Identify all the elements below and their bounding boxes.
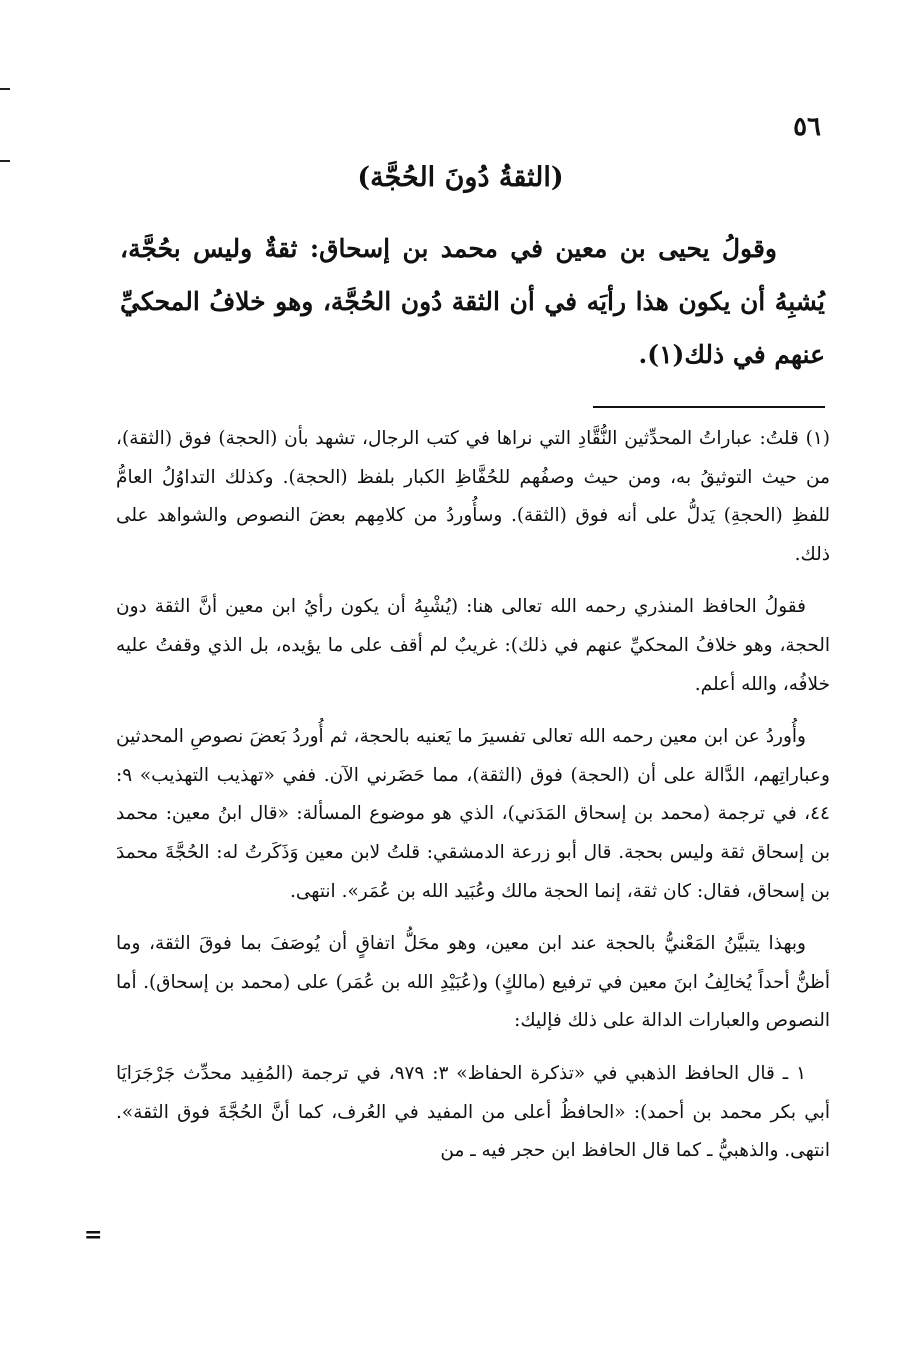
footnote-divider	[593, 406, 825, 408]
footnote-paragraph: وأُوردُ عن ابن معين رحمه الله تعالى تفسيرَ ما يَعنيه بالحجة، ثم أُوردُ بَعضَ نصوصِ المحدثين وعباراتِهم، الدَّالة على أن (الحجة) فوق (الثقة)، مما حَضَرني الآن. ففي «تهذيب التهذيب» ٩: ٤٤، في ترجمة (محمد بن إسحاق المَدَني)، الذي هو موضوع المسألة: «قال ابنُ معين: محمد بن إسحاق ثقة وليس بحجة. قال أبو زرعة الدمشقي: قلتُ لابن معين وَذَكَرتُ له: الحُجَّةَ محمدَ بن إسحاق، فقال: كان ثقة، إنما الحجة مالك وعُبَيد الله بن عُمَر». انتهى.	[116, 726, 830, 902]
scan-edge-mark	[0, 88, 10, 90]
footnote-paragraph: (١) قلتُ: عباراتُ المحدِّثين النُّقَّادِ التي نراها في كتب الرجال، تشهد بأن (الحجة) فوق (الثقة)، من حيث التوثيقُ به، ومن حيث وصفُهم للحُفَّاظِ الكبار بلفظ (الحجة). وكذلك التداوُلُ العامُّ للفظِ (الحجةِ) يَدلُّ على أنه فوق (الثقة). وسأُوردُ من كلامِهم بعضَ النصوص والشواهد على ذلك.	[116, 428, 830, 565]
page-number: ٥٦	[793, 112, 821, 142]
continuation-mark: =	[84, 1222, 103, 1248]
footnote-paragraph: ١ ـ قال الحافظ الذهبي في «تذكرة الحفاظ» ٣: ٩٧٩، في ترجمة (المُفِيد محدِّث جَرْجَرَايَا أبي بكر محمد بن أحمد): «الحافظُ أعلى من المفيد في العُرف، كما أنَّ الحُجَّةَ فوق الثقة». انتهى. والذهبيُّ ـ كما قال الحافظ ابن حجر فيه ـ من	[116, 1062, 830, 1162]
main-paragraph: وقولُ يحيى بن معين في محمد بن إسحاق: ثقةٌ وليس بحُجَّة، يُشبِهُ أن يكون هذا رأيَه في أن الثقة دُون الحُجَّة، وهو خلافُ المحكيِّ عنهم في ذلك(١).	[120, 234, 825, 369]
section-heading: (الثقةُ دُونَ الحُجَّة)	[357, 162, 564, 193]
footnote-paragraph: فقولُ الحافظ المنذري رحمه الله تعالى هنا: (يُشْبِهُ أن يكون رأيُ ابن معين أنَّ الثقة دون الحجة، وهو خلافُ المحكيِّ عنهم في ذلك): غريبٌ لم أقف على ما يؤيده، بل الذي وقفتُ عليه خلافُه، والله أعلم.	[116, 596, 830, 695]
footnote-paragraph: وبهذا يتبيَّنُ المَعْنيُّ بالحجة عند ابن معين، وهو محَلُّ اتفاقٍ أن يُوصَفَ بما فوقَ الثقة، وما أظنُّ أحداً يُخالِفُ ابنَ معين في ترفيع (مالكٍ) و(عُبَيْدِ الله بن عُمَر) على (محمد بن إسحاق). أما النصوص والعبارات الدالة على ذلك فإليك:	[116, 933, 830, 1032]
main-text-block	[120, 222, 825, 381]
footnotes-block	[116, 420, 830, 1185]
